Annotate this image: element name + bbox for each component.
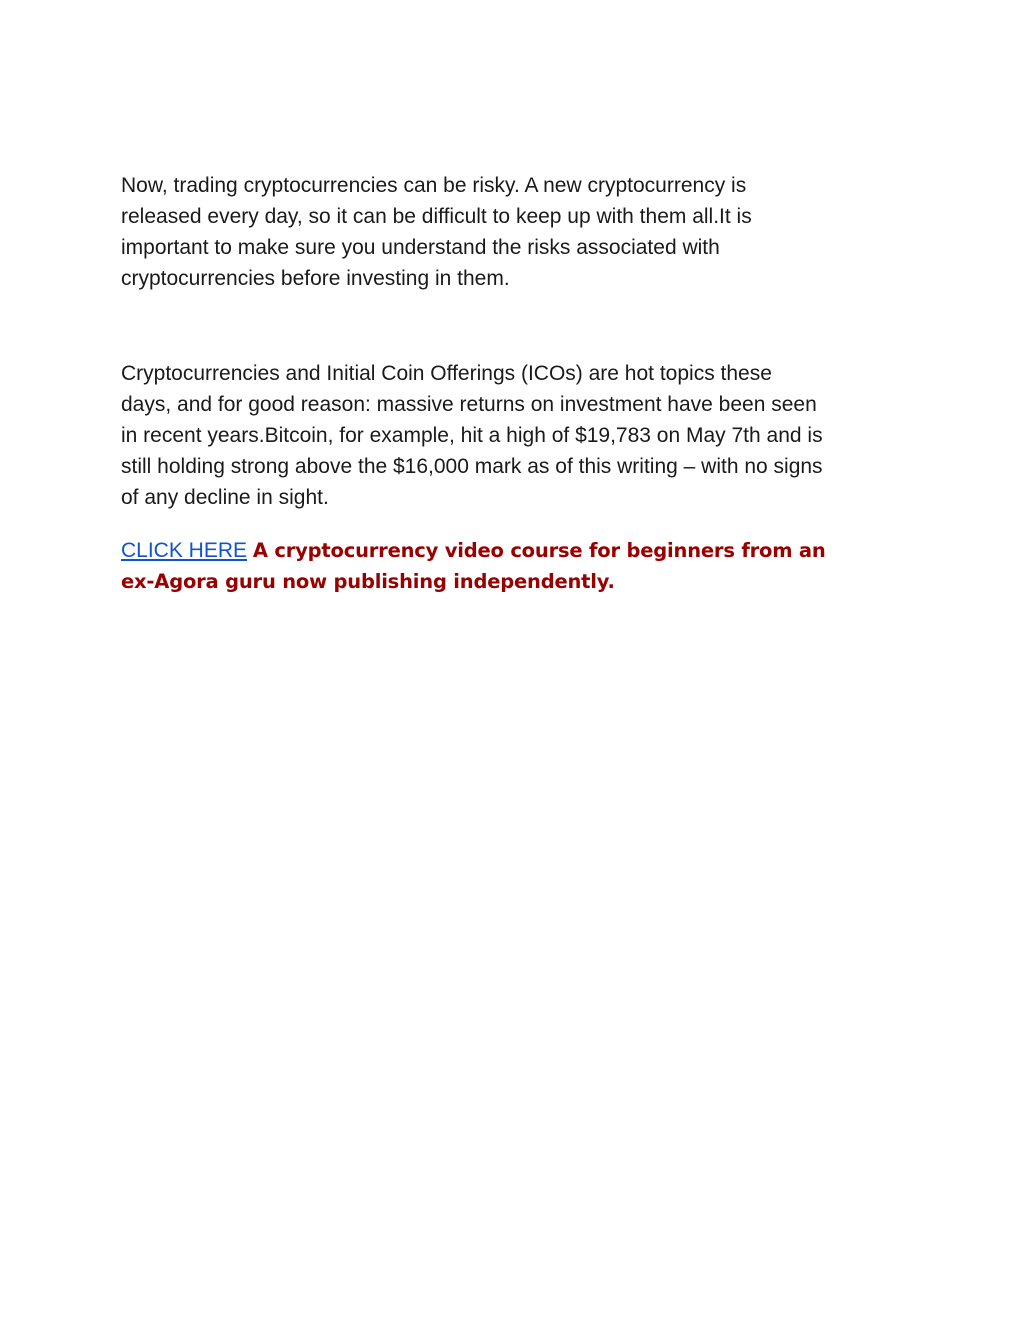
paragraph-ico: Cryptocurrencies and Initial Coin Offerings (ICOs) are hot topics these days, and for good reason: massive returns on investment have been seen in recent years.Bitcoin, for example, hit a high of $19,783 on May 7th and is still holding strong above the $16,000 mark as of this writing – with no signs of any decline in sight. [121,362,823,509]
cta-description: A cryptocurrency video course for beginners from an ex-Agora guru now publishing independently. [121,539,826,593]
paragraph-risk: Now, trading cryptocurrencies can be risky. A new cryptocurrency is released every day, so it can be difficult to keep up with them all.It is important to make sure you understand the risks associated with cryptocurrencies before investing in them. [121,174,752,290]
click-here-link[interactable]: CLICK HERE [121,539,248,562]
document-page [121,170,911,597]
call-to-action [121,535,911,597]
